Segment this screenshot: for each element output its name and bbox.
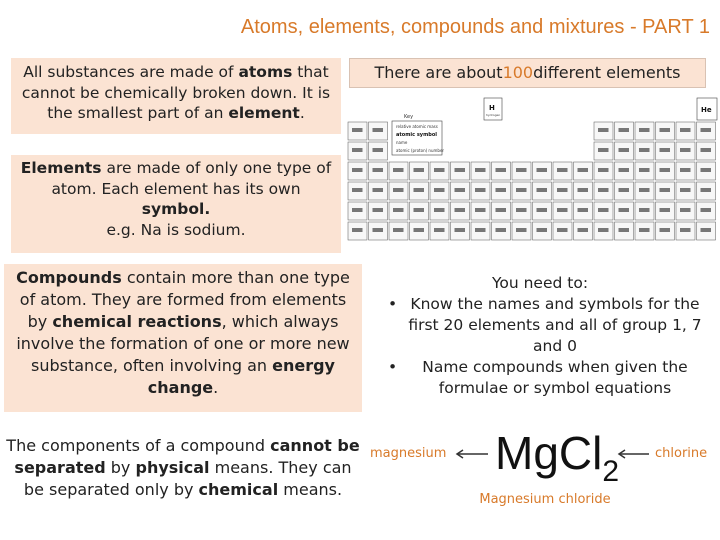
key-line: relative atomic mass bbox=[396, 124, 438, 129]
objectives-list bbox=[370, 294, 710, 399]
element-symbol-mark bbox=[393, 168, 404, 172]
element-symbol-mark bbox=[352, 228, 363, 232]
element-symbol-mark bbox=[516, 168, 527, 172]
element-symbol-mark bbox=[516, 208, 527, 212]
element-symbol-mark bbox=[393, 228, 404, 232]
element-symbol-mark bbox=[578, 208, 589, 212]
element-symbol-mark bbox=[434, 228, 445, 232]
periodic-table-key bbox=[392, 114, 444, 155]
element-symbol-mark bbox=[496, 228, 507, 232]
element-symbol-mark bbox=[475, 208, 486, 212]
element-symbol-mark bbox=[598, 208, 609, 212]
element-symbol-mark bbox=[701, 148, 712, 152]
element-symbol-mark bbox=[373, 208, 384, 212]
element-symbol-mark bbox=[414, 228, 425, 232]
element-symbol-mark bbox=[475, 188, 486, 192]
element-symbol-mark bbox=[639, 168, 650, 172]
element-symbol-mark bbox=[455, 208, 466, 212]
element-symbol-mark bbox=[619, 188, 630, 192]
element-symbol-mark bbox=[414, 188, 425, 192]
element-symbol-mark bbox=[373, 128, 384, 132]
element-symbol-mark bbox=[680, 168, 691, 172]
periodic-heading-box: There are about 100 different elements bbox=[349, 58, 706, 88]
element-symbol-mark bbox=[373, 228, 384, 232]
hydrogen-cell bbox=[484, 98, 502, 120]
element-symbol-mark bbox=[619, 148, 630, 152]
left-arrow bbox=[455, 448, 489, 460]
element-symbol-mark bbox=[352, 208, 363, 212]
key-line: name bbox=[396, 140, 408, 145]
svg-text:H: H bbox=[489, 104, 495, 112]
element-symbol-mark bbox=[537, 168, 548, 172]
element-symbol-mark bbox=[352, 148, 363, 152]
element-symbol-mark bbox=[701, 208, 712, 212]
element-symbol-mark bbox=[578, 188, 589, 192]
element-symbol-mark bbox=[455, 228, 466, 232]
element-symbol-mark bbox=[352, 128, 363, 132]
chlorine-label: chlorine bbox=[655, 446, 708, 461]
objectives-heading: You need to: bbox=[491, 274, 589, 292]
element-symbol-mark bbox=[393, 208, 404, 212]
svg-text:hydrogen: hydrogen bbox=[486, 113, 501, 117]
element-symbol-mark bbox=[475, 228, 486, 232]
element-symbol-mark bbox=[701, 128, 712, 132]
atoms-definition-box: All substances are made of atoms that cannot be chemically broken down. It is the smallest part of an element. bbox=[11, 58, 341, 134]
element-symbol-mark bbox=[537, 228, 548, 232]
element-symbol-mark bbox=[680, 188, 691, 192]
chemical-formula: MgCl$_2$ bbox=[495, 427, 620, 488]
element-symbol-mark bbox=[393, 188, 404, 192]
element-symbol-mark bbox=[639, 188, 650, 192]
compounds-definition-box: Compounds contain more than one type of atom. They are formed from elements by chemical reactions, which always involve the formation of one or more new substance, often involving an energy change. bbox=[4, 264, 362, 412]
element-symbol-mark bbox=[537, 208, 548, 212]
element-symbol-mark bbox=[619, 168, 630, 172]
element-symbol-mark bbox=[434, 208, 445, 212]
element-symbol-mark bbox=[373, 168, 384, 172]
key-line: atomic (proton) number bbox=[396, 148, 445, 153]
magnesium-label: magnesium bbox=[370, 446, 447, 461]
element-symbol-mark bbox=[455, 188, 466, 192]
element-symbol-mark bbox=[373, 188, 384, 192]
element-symbol-mark bbox=[619, 228, 630, 232]
key-title: Key bbox=[404, 114, 414, 120]
learning-objectives bbox=[370, 273, 710, 399]
element-symbol-mark bbox=[660, 168, 671, 172]
element-symbol-mark bbox=[496, 188, 507, 192]
element-symbol-mark bbox=[434, 168, 445, 172]
element-symbol-mark bbox=[660, 128, 671, 132]
objective-item: • Know the names and symbols for the first 20 elements and all of group 1, 7 and 0 bbox=[392, 294, 710, 357]
element-symbol-mark bbox=[557, 188, 568, 192]
key-line: atomic symbol bbox=[396, 132, 438, 138]
element-symbol-mark bbox=[537, 188, 548, 192]
right-arrow bbox=[615, 448, 651, 460]
element-symbol-mark bbox=[578, 168, 589, 172]
element-symbol-mark bbox=[619, 208, 630, 212]
element-symbol-mark bbox=[578, 228, 589, 232]
element-symbol-mark bbox=[660, 208, 671, 212]
element-symbol-mark bbox=[516, 228, 527, 232]
compound-name: Magnesium chloride bbox=[479, 492, 611, 507]
element-symbol-mark bbox=[496, 168, 507, 172]
element-symbol-mark bbox=[619, 128, 630, 132]
element-symbol-mark bbox=[496, 208, 507, 212]
periodic-table-image bbox=[344, 90, 720, 260]
element-symbol-mark bbox=[475, 168, 486, 172]
element-symbol-mark bbox=[701, 188, 712, 192]
element-symbol-mark bbox=[373, 148, 384, 152]
element-symbol-mark bbox=[701, 228, 712, 232]
page-title: Atoms, elements, compounds and mixtures - PART 1 bbox=[240, 16, 710, 38]
element-symbol-mark bbox=[414, 168, 425, 172]
element-symbol-mark bbox=[680, 148, 691, 152]
helium-cell bbox=[697, 98, 717, 120]
element-symbol-mark bbox=[660, 148, 671, 152]
separation-text: The components of a compound cannot be separated by physical means. They can be separated only by chemical means. bbox=[6, 436, 360, 499]
element-symbol-mark bbox=[455, 168, 466, 172]
element-symbol-mark bbox=[680, 228, 691, 232]
element-symbol-mark bbox=[639, 208, 650, 212]
element-symbol-mark bbox=[639, 148, 650, 152]
element-symbol-mark bbox=[639, 228, 650, 232]
element-symbol-mark bbox=[598, 128, 609, 132]
element-symbol-mark bbox=[680, 128, 691, 132]
element-symbol-mark bbox=[660, 228, 671, 232]
elements-definition-box: Elements are made of only one type of atom. Each element has its own symbol. e.g. Na is sodium. bbox=[11, 155, 341, 253]
element-symbol-mark bbox=[352, 188, 363, 192]
element-symbol-mark bbox=[434, 188, 445, 192]
element-symbol-mark bbox=[598, 228, 609, 232]
svg-text:He: He bbox=[701, 106, 712, 114]
element-symbol-mark bbox=[352, 168, 363, 172]
element-symbol-mark bbox=[598, 148, 609, 152]
element-symbol-mark bbox=[701, 168, 712, 172]
element-symbol-mark bbox=[639, 128, 650, 132]
element-symbol-mark bbox=[598, 188, 609, 192]
element-symbol-mark bbox=[680, 208, 691, 212]
objective-item: • Name compounds when given the formulae or symbol equations bbox=[392, 357, 710, 399]
element-symbol-mark bbox=[557, 228, 568, 232]
element-symbol-mark bbox=[557, 208, 568, 212]
element-symbol-mark bbox=[516, 188, 527, 192]
element-symbol-mark bbox=[660, 188, 671, 192]
element-symbol-mark bbox=[557, 168, 568, 172]
element-symbol-mark bbox=[598, 168, 609, 172]
element-symbol-mark bbox=[414, 208, 425, 212]
